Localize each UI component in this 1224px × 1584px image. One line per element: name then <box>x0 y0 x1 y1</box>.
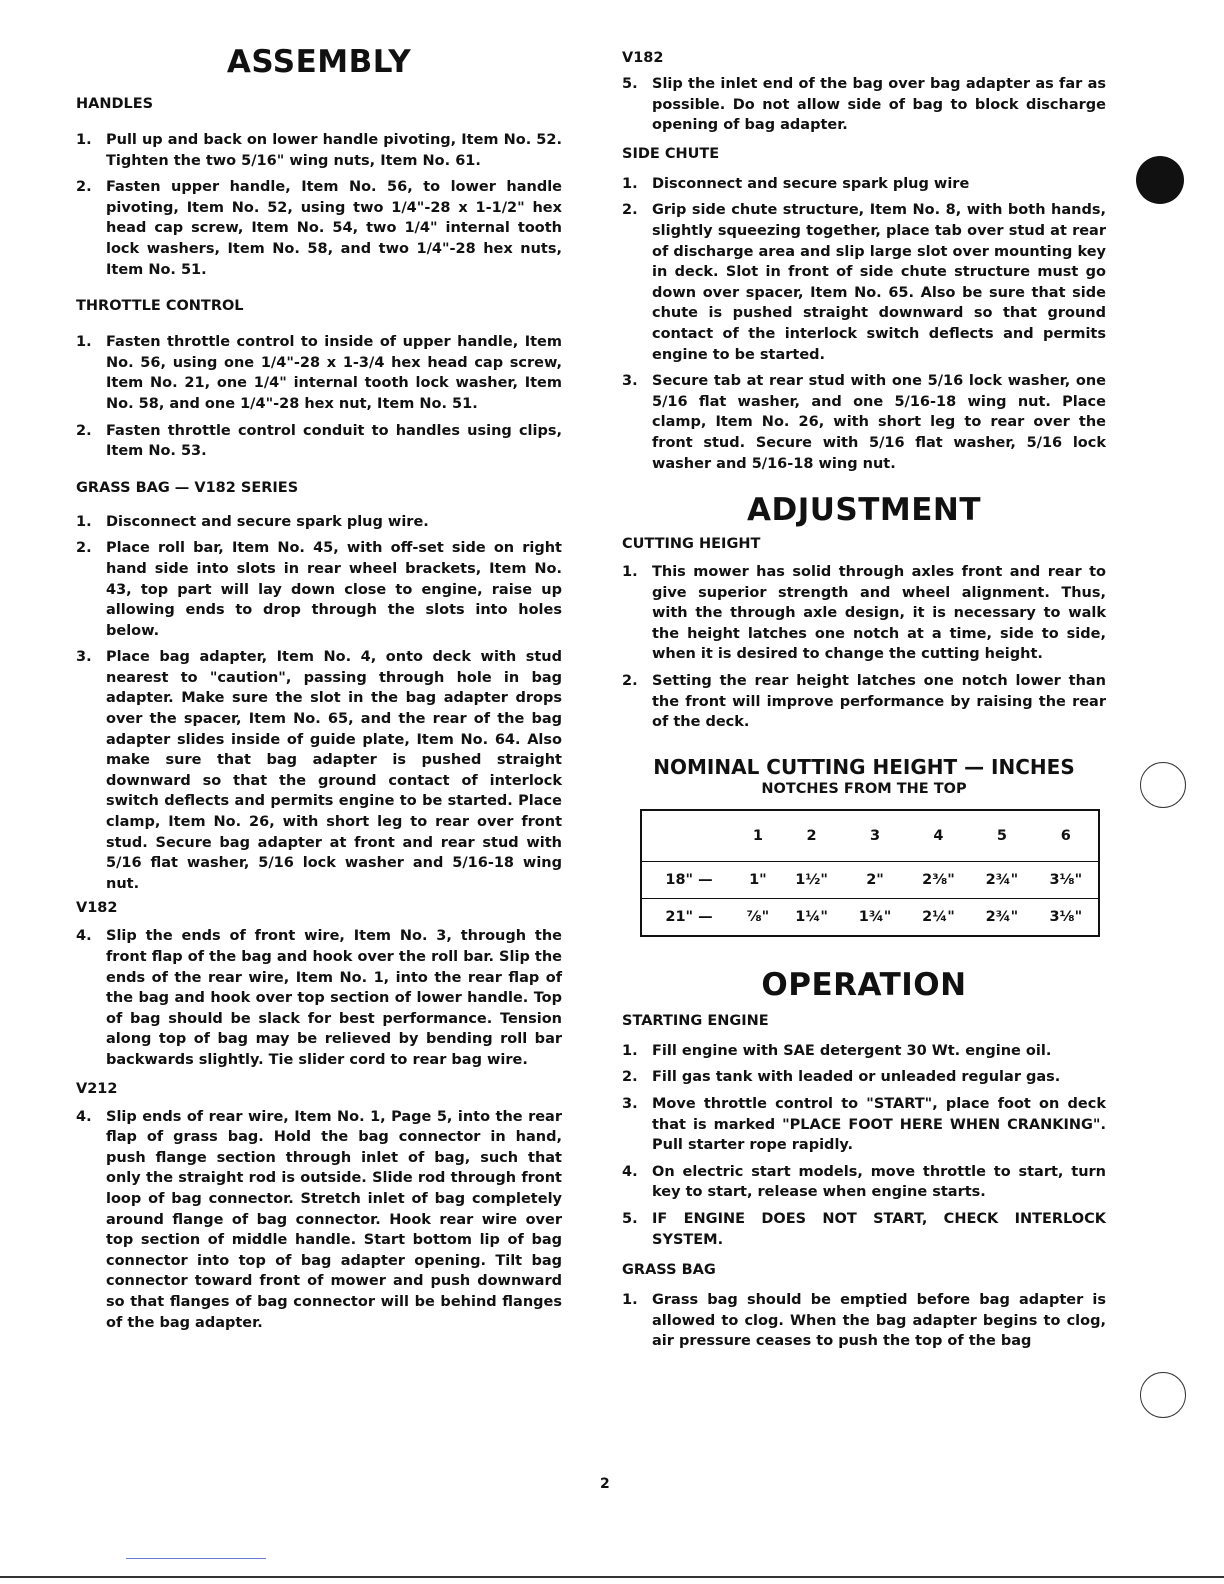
starting-engine-steps <box>622 1041 1106 1250</box>
cutting-height-table <box>640 809 1100 937</box>
left-column <box>76 0 562 1339</box>
list-item: 1. Fill engine with SAE detergent 30 Wt. engine oil. <box>622 1042 1052 1059</box>
binder-hole <box>1140 762 1186 808</box>
grass-bag-op-steps <box>622 1290 1106 1352</box>
grass-bag-title: GRASS BAG — V182 SERIES <box>76 479 299 496</box>
handles-title: HANDLES <box>76 96 154 112</box>
v182-continued-steps <box>622 74 1106 136</box>
starting-engine-title: STARTING ENGINE <box>622 1012 769 1029</box>
list-item: 5. Slip the inlet end of the bag over bag adapter as far as possible. Do not allow side of bag to block discharge opening of bag adapter. <box>622 76 1106 134</box>
list-item: 2. Fasten throttle control conduit to handles using clips, Item No. 53. <box>76 422 562 460</box>
list-item: 3. Move throttle control to "START", place foot on deck that is marked "PLACE FOOT HERE WHEN CRANKING". Pull starter rope rapidly. <box>622 1096 1106 1154</box>
operation-title: OPERATION <box>761 966 967 1003</box>
list-item: 5. IF ENGINE DOES NOT START, CHECK INTERLOCK SYSTEM. <box>622 1211 1106 1248</box>
list-item: 1. Disconnect and secure spark plug wire <box>622 175 970 192</box>
table-subtitle: NOTCHES FROM THE TOP <box>761 780 967 797</box>
list-item: 1. Pull up and back on lower handle pivoting, Item No. 52. Tighten the two 5/16" wing nuts, Item No. 61. <box>76 132 562 169</box>
side-chute-steps <box>622 174 1106 474</box>
handles-steps <box>76 130 562 280</box>
binder-hole-filled <box>1136 156 1184 204</box>
list-item: 1. Grass bag should be emptied before bag adapter is allowed to clog. When the bag adapter begins to clog, air pressure ceases to push the top of the bag <box>622 1292 1106 1350</box>
assembly-title: ASSEMBLY <box>226 44 412 80</box>
binder-hole <box>1140 1372 1186 1418</box>
list-item: 3. Secure tab at rear stud with one 5/16 lock washer, one 5/16 flat washer, and one 5/16-18 wing nut. Place clamp, Item No. 26, with short leg to rear over the front stud. Secure with 5/16 flat washer, 5/16 lock washer and 5/16-18 wing nut. <box>622 373 1106 472</box>
divider <box>0 1576 1224 1578</box>
page-number: 2 <box>600 1476 610 1492</box>
cutting-height-steps <box>622 562 1106 733</box>
list-item: 1. Fasten throttle control to inside of upper handle, Item No. 56, using one 1/4"-28 x 1-3/4 hex head cap screw, Item No. 21, one 1/4" internal tooth lock washer, Item No. 58, and one 1/4"-28 hex nut, Item No. 51. <box>76 334 562 412</box>
throttle-steps <box>76 332 562 462</box>
table-row: 21" — ⅞" 1¼" 1¾" 2¼" 2¾" 3⅛" <box>641 898 1099 936</box>
list-item: 4. Slip the ends of front wire, Item No. 3, through the front flap of the bag and hook over the roll bar. Slip the ends of the rear wire, Item No. 1, into the rear flap of the bag and hook over top section of lower handle. Top of bag should be slack for best performance. Tension along top of bag may be relieved by bending roll bar backwards slightly. Tie slider cord to rear bag wire. <box>76 928 562 1068</box>
divider <box>126 1558 266 1559</box>
list-item: 4. On electric start models, move throttle to start, turn key to start, release when engine starts. <box>622 1163 1106 1201</box>
v212-title: V212 <box>76 1080 118 1097</box>
list-item: 2. Fasten upper handle, Item No. 56, to lower handle pivoting, Item No. 52, using two 1/4"-28 x 1-1/2" hex head cap screw, Item No. 54, two 1/4" internal tooth lock washers, Item No. 58, and two 1/4"-28 hex nuts, Item No. 51. <box>76 179 562 278</box>
grass-bag-steps <box>76 512 562 895</box>
list-item: 1. Disconnect and secure spark plug wire. <box>76 513 429 530</box>
list-item: 3. Place bag adapter, Item No. 4, onto deck with stud nearest to "caution", passing through hole in bag adapter. Make sure the slot in the bag adapter drops over the spacer, Item No. 65, and the rear of the bag adapter slides inside of guide plate, Item No. 64. Also make sure that bag adapter is pushed straight downward so that the ground contact of interlock switch deflects and permits engine to be started. Place clamp, Item No. 26, with short leg to rear over front stud. Secure bag adapter at front and rear stud with 5/16 flat washer, 5/16 lock washer and 5/16-18 wing nut. <box>76 649 562 892</box>
v212-steps <box>76 1107 562 1334</box>
right-column <box>622 0 1106 1358</box>
list-item: 1. This mower has solid through axles front and rear to give superior strength and wheel alignment. Thus, with the through axle design, it is necessary to walk the height latches one notch at a time, side to side, when it is desired to change the cutting height. <box>622 564 1106 663</box>
grass-bag-op-title: GRASS BAG <box>622 1262 716 1279</box>
table-row: 18" — 1" 1½" 2" 2⅜" 2¾" 3⅛" <box>641 861 1099 898</box>
table-header-row: 1 2 3 4 5 6 <box>752 827 1071 844</box>
list-item: 2. Setting the rear height latches one notch lower than the front will improve performance by raising the rear of the deck. <box>622 673 1106 731</box>
list-item: 4. Slip ends of rear wire, Item No. 1, Page 5, into the rear flap of grass bag. Hold the bag connector in hand, push flange section through inlet of bag, such that only the straight rod is outside. Slide rod through front loop of bag connector. Stretch inlet of bag completely around flange of bag connector. Hook rear wire over top section of middle handle. Start bottom lip of bag connector into top of bag adapter opening. Tilt bag connector toward front of mower and push downward so that flanges of bag connector will be behind flanges of the bag adapter. <box>76 1108 562 1331</box>
list-item: 2. Grip side chute structure, Item No. 8, with both hands, slightly squeezing together, place tab over stud at rear of discharge area and slip large slot over mounting key in deck. Slot in front of side chute structure must go down over spacer, Item No. 65. Also be sure that side chute is pushed straight downward so that ground contact of the interlock switch deflects and permits engine to be started. <box>622 202 1106 363</box>
cutting-height-title: CUTTING HEIGHT <box>622 536 761 553</box>
list-item: 2. Place roll bar, Item No. 45, with off-set side on right hand side into slots in rear wheel brackets, Item No. 43, top part will lay down close to engine, raise up allowing ends to drop through the slots into holes below. <box>76 540 562 639</box>
throttle-title: THROTTLE CONTROL <box>76 298 244 315</box>
adjustment-title: ADJUSTMENT <box>746 492 982 529</box>
side-chute-title: SIDE CHUTE <box>622 145 720 162</box>
v182-continued-title: V182 <box>622 50 664 66</box>
v182-steps <box>76 926 562 1070</box>
v182-title: V182 <box>76 900 118 917</box>
list-item: 2. Fill gas tank with leaded or unleaded regular gas. <box>622 1069 1061 1086</box>
table-title: NOMINAL CUTTING HEIGHT — INCHES <box>653 754 1075 779</box>
